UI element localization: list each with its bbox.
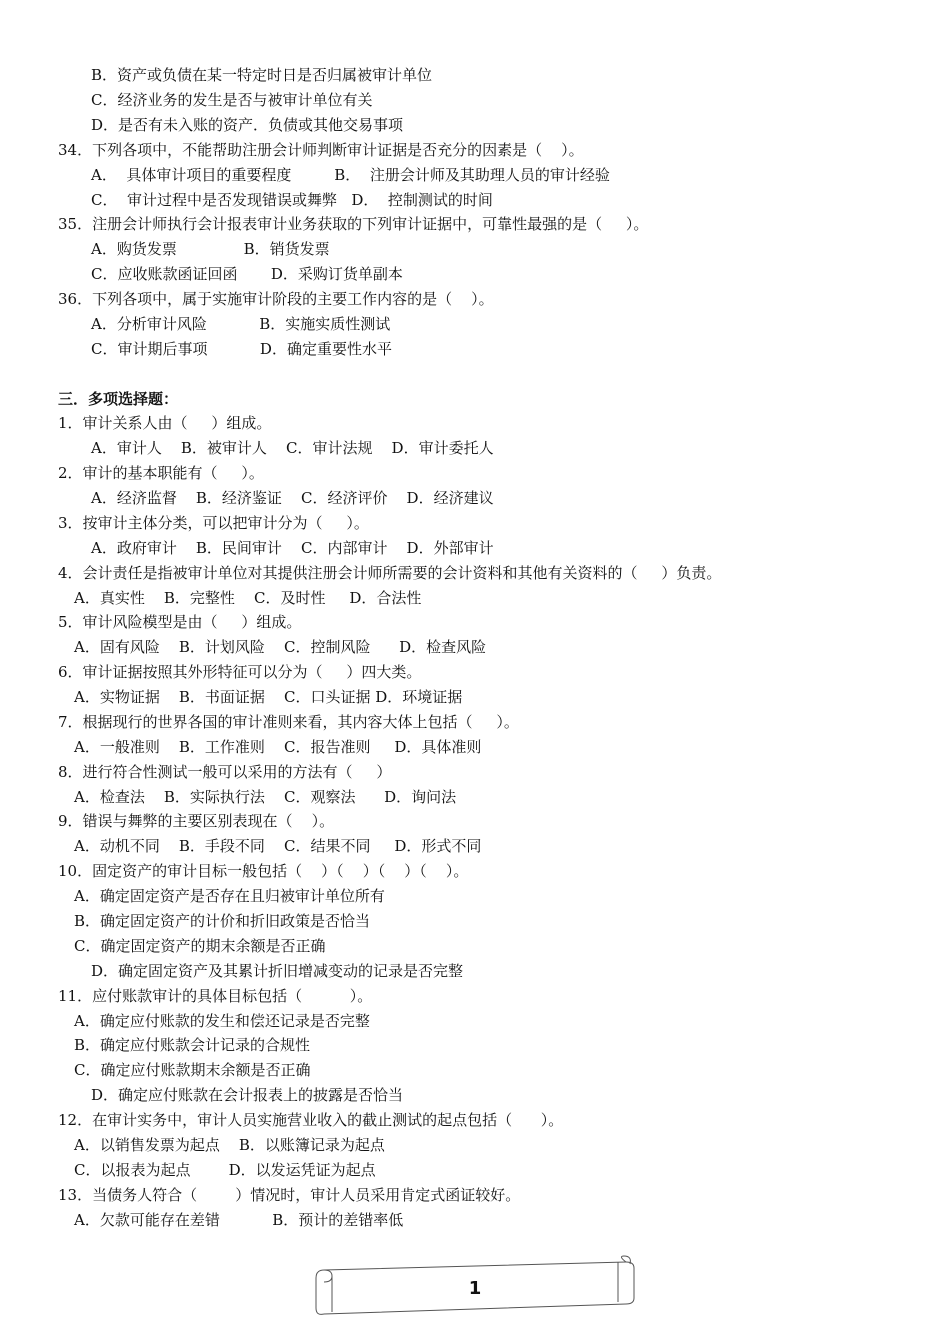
option-line: A．检查法 B．实际执行法 C．观察法 D．询问法 xyxy=(74,788,457,806)
option-line: C． 审计过程中是否发现错误或舞弊 D． 控制测试的时间 xyxy=(91,191,493,209)
option-line: D．确定固定资产及其累计折旧增减变动的记录是否完整 xyxy=(91,962,464,980)
option-line: C．应收账款函证回函 D．采购订货单副本 xyxy=(91,265,403,283)
question-line: 35．注册会计师执行会计报表审计业务获取的下列审计证据中，可靠性最强的是（ ）。 xyxy=(58,215,649,233)
option-line: A．确定应付账款的发生和偿还记录是否完整 xyxy=(74,1012,370,1030)
question-line: 9．错误与舞弊的主要区别表现在（ ）。 xyxy=(58,812,335,830)
option-line: A．确定固定资产是否存在且归被审计单位所有 xyxy=(74,887,385,905)
question-line: 10．固定资产的审计目标一般包括（ ）（ ）（ ）（ ）。 xyxy=(58,862,469,880)
page-footer-scroll xyxy=(314,1254,636,1318)
option-line: A． 具体审计项目的重要程度 B． 注册会计师及其助理人员的审计经验 xyxy=(91,166,610,184)
option-line: A．实物证据 B．书面证据 C．口头证据 D．环境证据 xyxy=(74,688,463,706)
option-line: A．固有风险 B．计划风险 C．控制风险 D．检查风险 xyxy=(74,638,487,656)
option-line: A．分析审计风险 B．实施实质性测试 xyxy=(91,315,391,333)
option-line: A．购货发票 B．销货发票 xyxy=(91,240,330,258)
question-line: 2．审计的基本职能有（ ）。 xyxy=(58,464,264,482)
option-line: A．动机不同 B．手段不同 C．结果不同 D．形式不同 xyxy=(74,837,482,855)
section-heading: 三．多项选择题： xyxy=(58,390,179,408)
option-line: A．一般准则 B．工作准则 C．报告准则 D．具体准则 xyxy=(74,738,482,756)
question-line: 5．审计风险模型是由（ ）组成。 xyxy=(58,613,302,631)
question-line: 6．审计证据按照其外形特征可以分为（ ）四大类。 xyxy=(58,663,422,681)
question-line: 1．审计关系人由（ ）组成。 xyxy=(58,414,272,432)
option-line: A．真实性 B．完整性 C．及时性 D．合法性 xyxy=(74,589,422,607)
question-line: 7．根据现行的世界各国的审计准则来看，其内容大体上包括（ ）。 xyxy=(58,713,519,731)
question-line: 34．下列各项中，不能帮助注册会计师判断审计证据是否充分的因素是（ ）。 xyxy=(58,141,584,159)
option-line: C．审计期后事项 D．确定重要性水平 xyxy=(91,340,392,358)
question-line: 12．在审计实务中，审计人员实施营业收入的截止测试的起点包括（ ）。 xyxy=(58,1111,564,1129)
option-line: B．确定应付账款会计记录的合规性 xyxy=(74,1036,311,1054)
option-line: C．确定固定资产的期末余额是否正确 xyxy=(74,937,326,955)
option-line: D．是否有未入账的资产．负债或其他交易事项 xyxy=(91,116,404,134)
question-line: 36．下列各项中，属于实施审计阶段的主要工作内容的是（ ）。 xyxy=(58,290,494,308)
page-number: 1 xyxy=(468,1278,482,1299)
question-line: 11．应付账款审计的具体目标包括（ ）。 xyxy=(58,987,373,1005)
option-line: A．经济监督 B．经济鉴证 C．经济评价 D．经济建议 xyxy=(91,489,494,507)
option-line: C．确定应付账款期末余额是否正确 xyxy=(74,1061,311,1079)
question-line: 13．当债务人符合（ ）情况时，审计人员采用肯定式函证较好。 xyxy=(58,1186,521,1204)
option-line: A．以销售发票为起点 B．以账簿记录为起点 xyxy=(74,1136,385,1154)
option-line: A．欠款可能存在差错 B．预计的差错率低 xyxy=(74,1211,404,1229)
question-line: 4．会计责任是指被审计单位对其提供注册会计师所需要的会计资料和其他有关资料的（ ）负责。 xyxy=(58,564,722,582)
option-line: B．资产或负债在某一特定时日是否归属被审计单位 xyxy=(91,66,433,84)
option-line: B．确定固定资产的计价和折旧政策是否恰当 xyxy=(74,912,371,930)
option-line: A．审计人 B．被审计人 C．审计法规 D．审计委托人 xyxy=(91,439,494,457)
option-line: A．政府审计 B．民间审计 C．内部审计 D．外部审计 xyxy=(91,539,494,557)
option-line: D．确定应付账款在会计报表上的披露是否恰当 xyxy=(91,1086,404,1104)
question-line: 3．按审计主体分类，可以把审计分为（ ）。 xyxy=(58,514,369,532)
option-line: C．以报表为起点 D．以发运凭证为起点 xyxy=(74,1161,376,1179)
question-line: 8．进行符合性测试一般可以采用的方法有（ ） xyxy=(58,763,392,781)
option-line: C．经济业务的发生是否与被审计单位有关 xyxy=(91,91,373,109)
